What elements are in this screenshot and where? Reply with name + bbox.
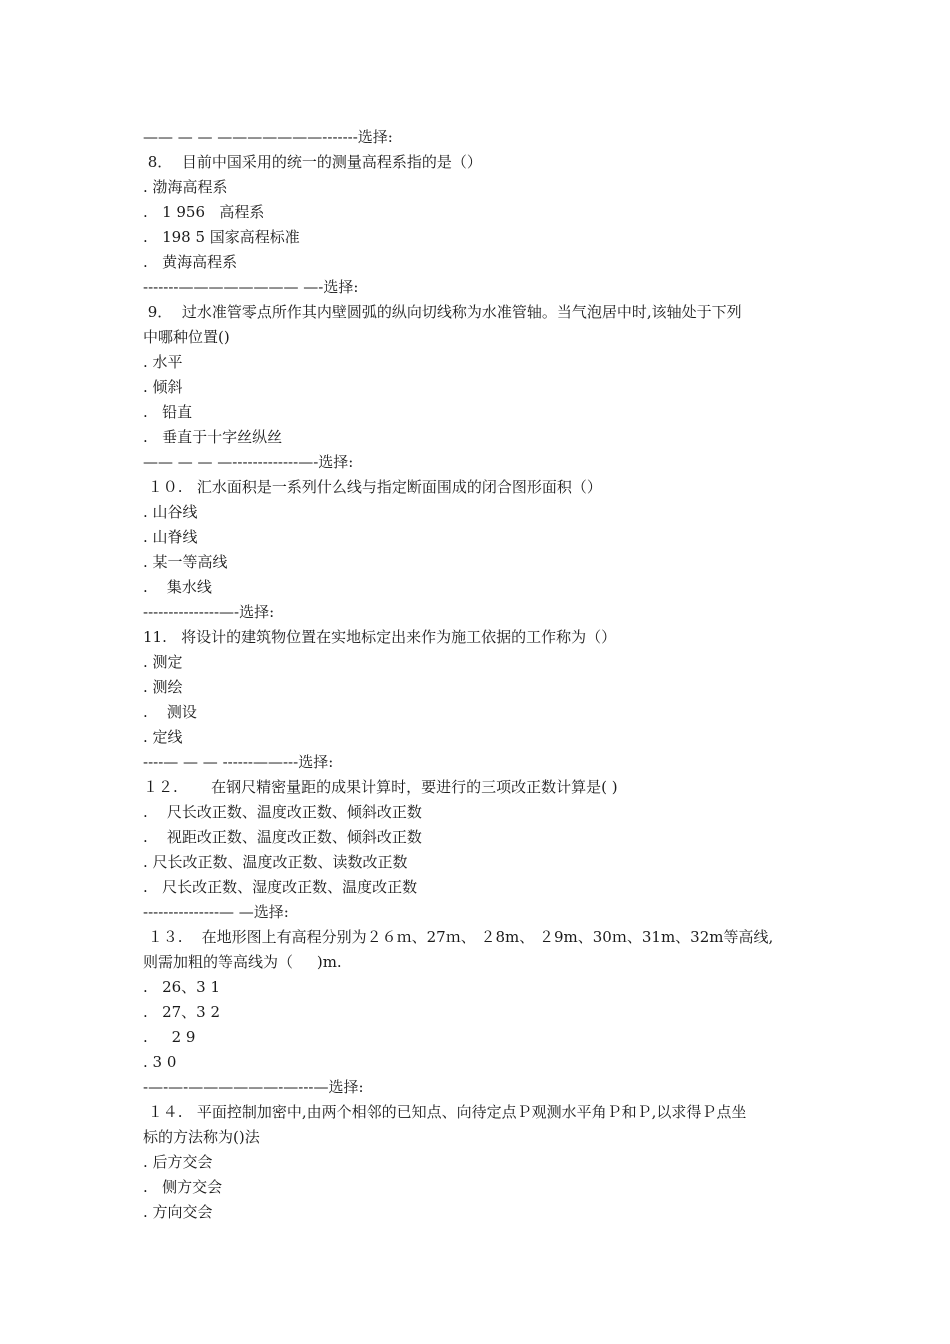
question-text: 中哪种位置() xyxy=(143,328,230,346)
answer-option: . 尺长改正数、湿度改正数、温度改正数 xyxy=(143,878,418,896)
question-text: １３. 在地形图上有高程分别为２６ｍ、27ｍ、 ２8m、 ２9m、30ｍ、31m、32m等高线, xyxy=(143,928,774,946)
question-text: １４. 平面控制加密中,由两个相邻的已知点、向待定点Ｐ观测水平角Ｐ和Ｐ,以求得Ｐ点坐 xyxy=(143,1103,747,1121)
answer-option: . 方向交会 xyxy=(143,1203,213,1221)
answer-option: . 尺长改正数、温度改正数、倾斜改正数 xyxy=(143,803,422,821)
answer-option: . 3 0 xyxy=(143,1053,177,1071)
answer-option: . 视距改正数、温度改正数、倾斜改正数 xyxy=(143,828,422,846)
answer-option: . 测定 xyxy=(143,653,183,671)
separator-line: -—-—-——————-—---—选择: xyxy=(143,1078,364,1096)
answer-option: . 垂直于十字丝纵丝 xyxy=(143,428,283,446)
answer-option: . 渤海高程系 xyxy=(143,178,228,196)
separator-line: ---------------— —选择: xyxy=(143,903,289,921)
answer-option: . 2 9 xyxy=(143,1028,196,1046)
separator-line: -------———————— —-选择: xyxy=(143,278,359,296)
separator-line: ----— — — ------——---选择: xyxy=(143,753,334,771)
answer-option: . 侧方交会 xyxy=(143,1178,223,1196)
answer-option: . 山谷线 xyxy=(143,503,198,521)
answer-option: . 后方交会 xyxy=(143,1153,213,1171)
answer-option: . 尺长改正数、温度改正数、读数改正数 xyxy=(143,853,408,871)
question-text: 标的方法称为()法 xyxy=(143,1128,260,1146)
answer-option: . 黄海高程系 xyxy=(143,253,238,271)
answer-option: . 测绘 xyxy=(143,678,183,696)
question-text: 8． 目前中国采用的统一的测量高程系指的是（） xyxy=(143,153,482,171)
answer-option: . 定线 xyxy=(143,728,183,746)
answer-option: . 铅直 xyxy=(143,403,193,421)
question-text: 9． 过水准管零点所作其内壁圆弧的纵向切线称为水准管轴。当气泡居中时,该轴处于下列 xyxy=(143,303,742,321)
answer-option: . 27、3 2 xyxy=(143,1003,221,1021)
separator-line: ---------------—-选择: xyxy=(143,603,275,621)
answer-option: . 山脊线 xyxy=(143,528,198,546)
separator-line: —— — — ———————-------选择: xyxy=(143,128,393,146)
answer-option: . 测设 xyxy=(143,703,197,721)
question-text: 则需加粗的等高线为（ )m. xyxy=(143,953,342,971)
answer-option: . 倾斜 xyxy=(143,378,183,396)
question-text: １０. 汇水面积是一系列什么线与指定断面围成的闭合图形面积（） xyxy=(143,478,602,496)
answer-option: . 某一等高线 xyxy=(143,553,228,571)
question-text: １２. 在钢尺精密量距的成果计算时，要进行的三项改正数计算是( ) xyxy=(143,778,618,796)
answer-option: . 198 5 国家高程标准 xyxy=(143,228,300,246)
answer-option: . 1 956 高程系 xyxy=(143,203,265,221)
question-text: 11. 将设计的建筑物位置在实地标定出来作为施工依据的工作称为（） xyxy=(143,628,617,646)
answer-option: . 水平 xyxy=(143,353,183,371)
separator-line: —— — — —-------------—-选择: xyxy=(143,453,354,471)
question-list xyxy=(143,125,823,1225)
answer-option: . 26、3 1 xyxy=(143,978,221,996)
answer-option: . 集水线 xyxy=(143,578,212,596)
